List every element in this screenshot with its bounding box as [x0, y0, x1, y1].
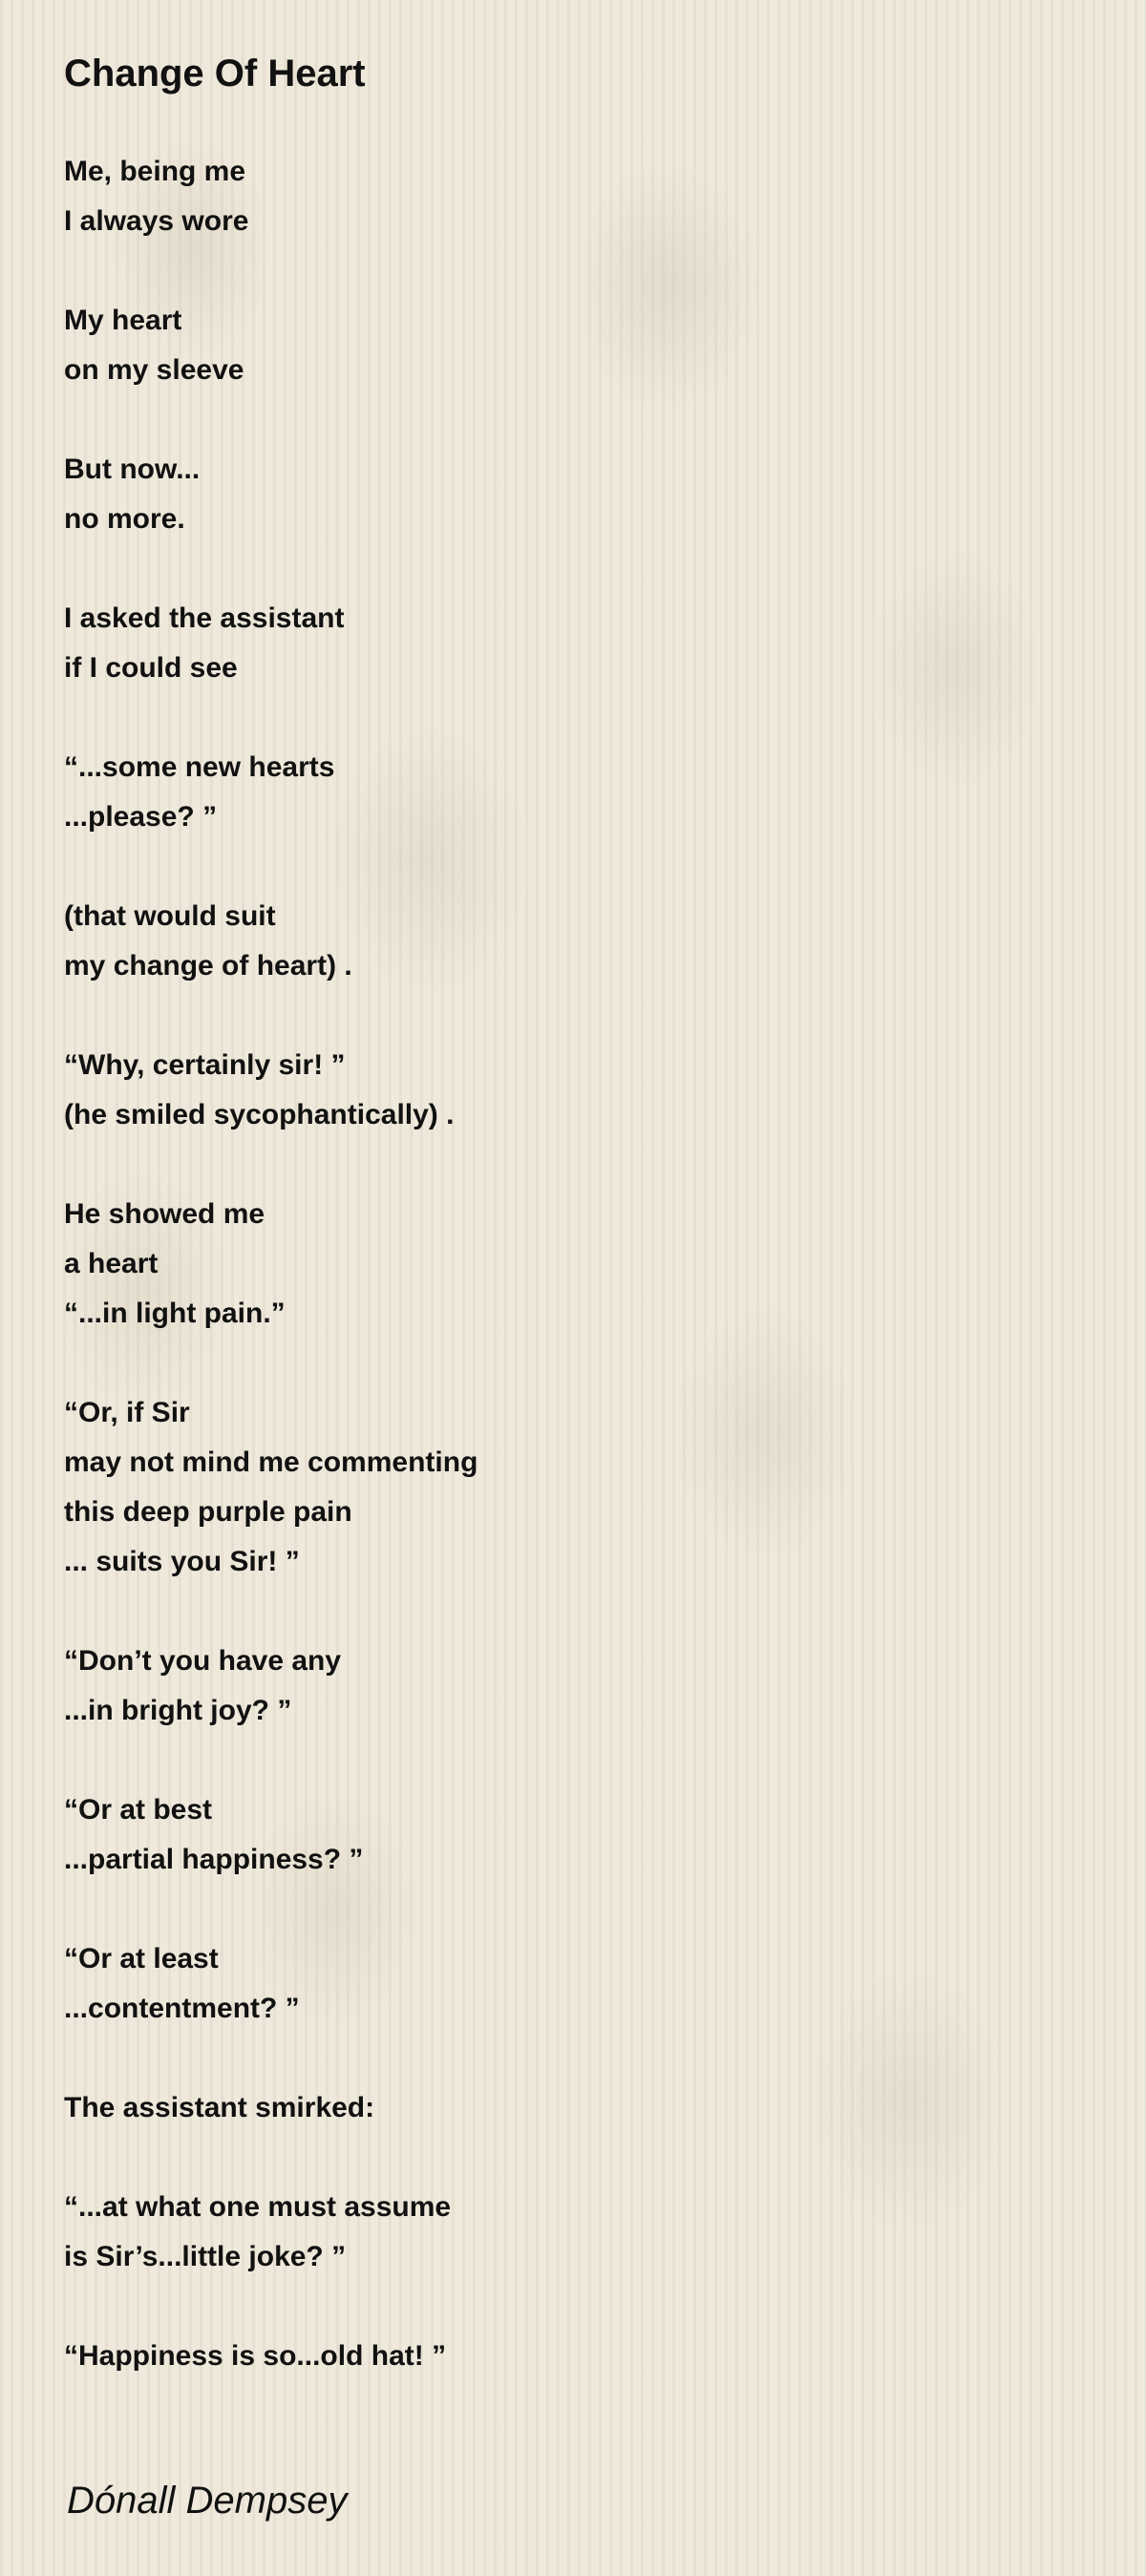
poem-stanza [64, 1190, 1086, 1339]
poem-line: on my sleeve [64, 354, 244, 386]
poem-line: (that would suit [64, 900, 276, 932]
poem-line: “Or at best [64, 1794, 213, 1826]
poem-title: Change Of Heart [64, 53, 366, 95]
poem-stanza [64, 2332, 1086, 2381]
poem-body [64, 147, 1086, 2381]
poem-line: “Or at least [64, 1943, 219, 1974]
poem-stanza [64, 1388, 1086, 1587]
poem-stanza [64, 594, 1086, 693]
poem-stanza [64, 445, 1086, 544]
poem-line: (he smiled sycophantically) . [64, 1099, 455, 1130]
poem-stanza [64, 892, 1086, 991]
poem-line: “Don’t you have any [64, 1645, 342, 1677]
poem-stanza [64, 1785, 1086, 1885]
poem-line: “...in light pain.” [64, 1298, 286, 1329]
poem-line: I always wore [64, 205, 249, 237]
poem-line: may not mind me commenting [64, 1446, 478, 1478]
poem-line: “Or, if Sir [64, 1397, 190, 1428]
poem-line: no more. [64, 503, 185, 535]
poem-line: ...contentment? ” [64, 1993, 300, 2024]
poem-line: Me, being me [64, 156, 246, 187]
poem-stanza [64, 147, 1086, 246]
poem-line: is Sir’s...little joke? ” [64, 2241, 347, 2272]
poem-stanza [64, 1934, 1086, 2034]
poem-line: ...in bright joy? ” [64, 1695, 292, 1726]
poem-line: this deep purple pain [64, 1496, 352, 1528]
poem-line: He showed me [64, 1198, 265, 1230]
poem-line: ... suits you Sir! ” [64, 1546, 300, 1577]
poem-line: “...some new hearts [64, 751, 335, 783]
poem-container [64, 50, 1086, 2431]
poem-line: my change of heart) . [64, 950, 352, 982]
poem-stanza [64, 1636, 1086, 1736]
poem-stanza [64, 296, 1086, 395]
poem-line: ...please? ” [64, 801, 218, 833]
poem-line: if I could see [64, 652, 238, 684]
poem-author: Dónall Dempsey [67, 2480, 348, 2522]
poem-line: “Happiness is so...old hat! ” [64, 2340, 447, 2372]
poem-line: The assistant smirked: [64, 2092, 375, 2123]
poem-stanza [64, 2083, 1086, 2133]
poem-line: ...partial happiness? ” [64, 1844, 364, 1875]
poem-stanza [64, 2183, 1086, 2282]
poem-line: But now... [64, 454, 201, 485]
poem-line: My heart [64, 305, 182, 336]
poem-stanza [64, 743, 1086, 842]
poem-line: “Why, certainly sir! ” [64, 1049, 346, 1081]
poem-line: I asked the assistant [64, 602, 345, 634]
poem-stanza [64, 1041, 1086, 1140]
poem-line: “...at what one must assume [64, 2191, 452, 2223]
poem-line: a heart [64, 1248, 159, 1279]
